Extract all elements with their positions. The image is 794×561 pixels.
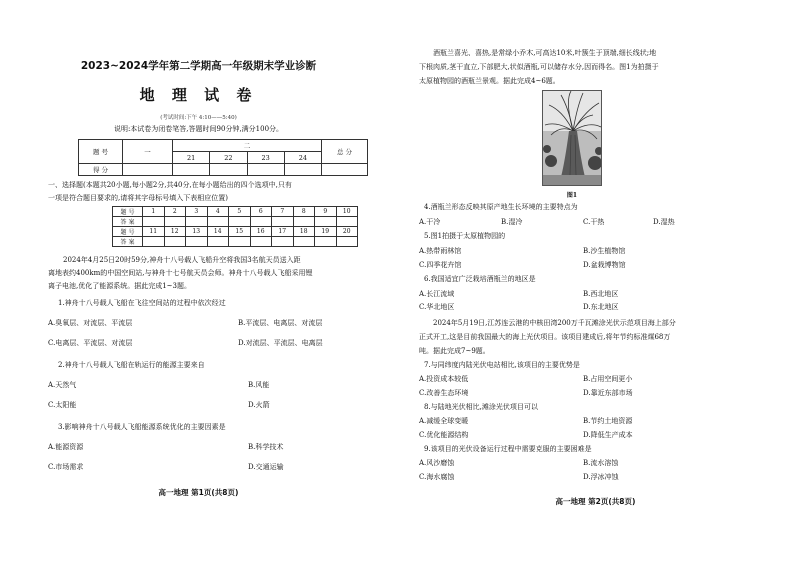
- exam-note: 说明:本试卷为闭卷笔答,答题时间90分钟,满分100分。: [113, 125, 284, 133]
- answer-cell: [164, 217, 186, 227]
- subject-title: 地 理 试 卷: [139, 86, 258, 104]
- score-table: [78, 139, 368, 176]
- answer-cell: [164, 237, 186, 247]
- question-1-option-a: A.臭氧层、对流层、平流层: [48, 319, 133, 327]
- answer-table-qnum: 10: [336, 207, 358, 217]
- question-3-option-a: A.能源资源: [48, 443, 84, 451]
- answer-cell: [272, 217, 294, 227]
- question-5-option-b: B.沙生植物馆: [583, 247, 626, 255]
- passage-2-line2: 下根肉质,茎干直立,下部肥大,状似酒瓶,可以储存水分,因而得名。图1为拍摄于: [419, 63, 659, 71]
- answer-table-qnum: 19: [315, 227, 337, 237]
- score-table-header-part1: 一: [123, 140, 173, 164]
- answer-table-label: 题 号: [113, 227, 143, 237]
- question-7-option-b: B.占用空间更小: [583, 375, 633, 383]
- question-9-option-b: B.流水溶蚀: [583, 459, 619, 467]
- answer-cell: [250, 217, 272, 227]
- question-7-option-a: A.投资成本较低: [419, 375, 469, 383]
- question-2-option-d: D.火箭: [248, 401, 270, 409]
- answer-table-qnum: 18: [293, 227, 315, 237]
- answer-table-qnum: 20: [336, 227, 358, 237]
- answer-table-qnum: 14: [207, 227, 229, 237]
- question-5-option-c: C.四季花卉馆: [419, 261, 462, 269]
- score-cell: [322, 164, 368, 176]
- answer-table-qnum: 6: [250, 207, 272, 217]
- exam-title: 2023~2024学年第二学期高一年级期末学业诊断: [80, 60, 317, 72]
- question-6-stem: 6.我国适宜广泛栽培酒瓶兰的地区是: [424, 275, 536, 283]
- question-8-option-c: C.优化能源结构: [419, 431, 469, 439]
- score-cell: [284, 164, 321, 176]
- question-3-option-c: C.市场需求: [48, 463, 84, 471]
- answer-table: [112, 206, 358, 247]
- score-table-q23: 23: [247, 152, 284, 164]
- answer-table-qnum: 8: [293, 207, 315, 217]
- answer-table-qnum: 4: [207, 207, 229, 217]
- question-1-option-b: B.平流层、电离层、对流层: [238, 319, 323, 327]
- answer-cell: [229, 217, 251, 227]
- figure-1-label: 图1: [566, 192, 578, 199]
- passage-1-line1: 2024年4月25日20时59分,神舟十八号载人飞船升空将我国3名航天员送入距: [63, 256, 301, 264]
- bottle-palm-photo: [542, 90, 602, 186]
- question-3-stem: 3.影响神舟十八号载人飞船能源系统优化的主要因素是: [58, 423, 226, 431]
- page-1-footer: 高一地理 第1页(共8页): [158, 488, 239, 497]
- question-8-option-d: D.降低生产成本: [583, 431, 633, 439]
- answer-table-qnum: 3: [186, 207, 208, 217]
- answer-table-label: 答 案: [113, 237, 143, 247]
- passage-3-line3: 吨。据此完成7~9题。: [419, 347, 490, 355]
- passage-2-line1: 酒瓶兰喜光、喜热,是常绿小乔木,可高达10米,叶簇生于顶端,细长线状;地: [433, 49, 657, 57]
- section1-instruction-line2: 一项是符合题目要求的,请将其字母标号填入下表相应位置): [48, 194, 228, 202]
- score-table-q22: 22: [210, 152, 247, 164]
- exam-time: (考试时间:下午 4:10——5:40): [160, 115, 237, 121]
- question-7-option-d: D.靠近东部市场: [583, 389, 633, 397]
- question-6-option-c: C.华北地区: [419, 303, 455, 311]
- question-3-option-b: B.科学技术: [248, 443, 284, 451]
- section1-instruction-line1: 一、选择题(本题共20小题,每小题2分,共40分,在每小题给出的四个选项中,只有: [48, 181, 292, 189]
- score-table-header-total: 总 分: [322, 140, 368, 164]
- question-8-option-b: B.节约土地资源: [583, 417, 633, 425]
- answer-table-qnum: 15: [229, 227, 251, 237]
- answer-table-qnum: 16: [250, 227, 272, 237]
- question-2-option-c: C.太阳能: [48, 401, 77, 409]
- question-2-option-b: B.风能: [248, 381, 270, 389]
- answer-table-label: 题 号: [113, 207, 143, 217]
- answer-table-qnum: 5: [229, 207, 251, 217]
- answer-cell: [336, 217, 358, 227]
- answer-cell: [186, 217, 208, 227]
- question-7-stem: 7.与同纬度内陆光伏电站相比,该项目的主要优势是: [424, 361, 580, 369]
- score-table-score-label: 得 分: [79, 164, 123, 176]
- question-5-option-d: D.盆栽博物馆: [583, 261, 626, 269]
- bottle-palm-illustration: [543, 91, 602, 186]
- question-4-option-a: A.干冷: [419, 218, 441, 226]
- score-table-q21: 21: [173, 152, 210, 164]
- answer-cell: [315, 217, 337, 227]
- question-8-stem: 8.与陆地光伏相比,滩涂光伏项目可以: [424, 403, 538, 411]
- answer-table-qnum: 12: [164, 227, 186, 237]
- page-2: [397, 0, 794, 561]
- answer-cell: [207, 237, 229, 247]
- score-cell: [210, 164, 247, 176]
- question-9-option-c: C.海水腐蚀: [419, 473, 455, 481]
- passage-1-line2: 离地表约400km的中国空间站,与神舟十七号航天员会师。神舟十八号载人飞船采用锂: [48, 269, 313, 277]
- answer-table-qnum: 13: [186, 227, 208, 237]
- question-6-option-a: A.长江流域: [419, 290, 455, 298]
- answer-table-qnum: 2: [164, 207, 186, 217]
- answer-cell: [272, 237, 294, 247]
- question-6-option-d: D.东北地区: [583, 303, 619, 311]
- question-4-option-b: B.湿冷: [501, 218, 523, 226]
- answer-cell: [143, 237, 165, 247]
- answer-cell: [186, 237, 208, 247]
- passage-1-line3: 离子电池,优化了能源系统。据此完成1~3题。: [48, 282, 191, 290]
- question-7-option-c: C.改善生态环境: [419, 389, 469, 397]
- passage-2-line3: 太原植物园的酒瓶兰景观。据此完成4~6题。: [419, 77, 560, 85]
- question-1-option-d: D.对流层、平流层、电离层: [238, 339, 323, 347]
- score-table-header-qnum: 题 号: [79, 140, 123, 164]
- answer-cell: [293, 217, 315, 227]
- passage-3-line1: 2024年5月19日,江苏连云港的中核田湾200万千瓦滩涂光伏示范项目海上部分: [433, 319, 676, 327]
- question-1-option-c: C.电离层、平流层、对流层: [48, 339, 133, 347]
- question-9-option-a: A.风沙磨蚀: [419, 459, 455, 467]
- answer-cell: [207, 217, 229, 227]
- answer-cell: [229, 237, 251, 247]
- score-table-q24: 24: [284, 152, 321, 164]
- answer-cell: [336, 237, 358, 247]
- question-1-stem: 1.神舟十八号载人飞船在飞往空间站的过程中依次经过: [58, 299, 226, 307]
- score-cell: [247, 164, 284, 176]
- question-4-option-c: C.干热: [583, 218, 605, 226]
- answer-table-qnum: 1: [143, 207, 165, 217]
- answer-table-label: 答 案: [113, 217, 143, 227]
- question-2-stem: 2.神舟十八号载人飞船在轨运行的能源主要来自: [58, 361, 205, 369]
- passage-3-line2: 正式开工,这是目前我国最大的海上光伏项目。该项目建成后,将年节约标准煤68万: [419, 333, 671, 341]
- question-5-option-a: A.热带雨林馆: [419, 247, 462, 255]
- question-9-stem: 9.该项目的光伏设备运行过程中需要克服的主要困难是: [424, 445, 592, 453]
- page-2-footer: 高一地理 第2页(共8页): [555, 497, 636, 506]
- score-table-header-part2: 二: [173, 140, 322, 152]
- question-4-option-d: D.湿热: [653, 218, 675, 226]
- answer-cell: [143, 217, 165, 227]
- question-3-option-d: D.交通运输: [248, 463, 284, 471]
- question-4-stem: 4.酒瓶兰形态反映其原产地生长环境的主要特点为: [424, 203, 578, 211]
- question-2-option-a: A.天然气: [48, 381, 77, 389]
- question-8-option-a: A.减缓全球变暖: [419, 417, 469, 425]
- answer-cell: [293, 237, 315, 247]
- answer-table-qnum: 17: [272, 227, 294, 237]
- question-5-stem: 5.图1拍摄于太原植物园的: [424, 232, 506, 240]
- answer-cell: [250, 237, 272, 247]
- answer-table-qnum: 11: [143, 227, 165, 237]
- score-cell: [173, 164, 210, 176]
- question-6-option-b: B.西北地区: [583, 290, 619, 298]
- answer-cell: [315, 237, 337, 247]
- answer-table-qnum: 7: [272, 207, 294, 217]
- answer-table-qnum: 9: [315, 207, 337, 217]
- score-cell: [123, 164, 173, 176]
- question-9-option-d: D.浮冰冲蚀: [583, 473, 619, 481]
